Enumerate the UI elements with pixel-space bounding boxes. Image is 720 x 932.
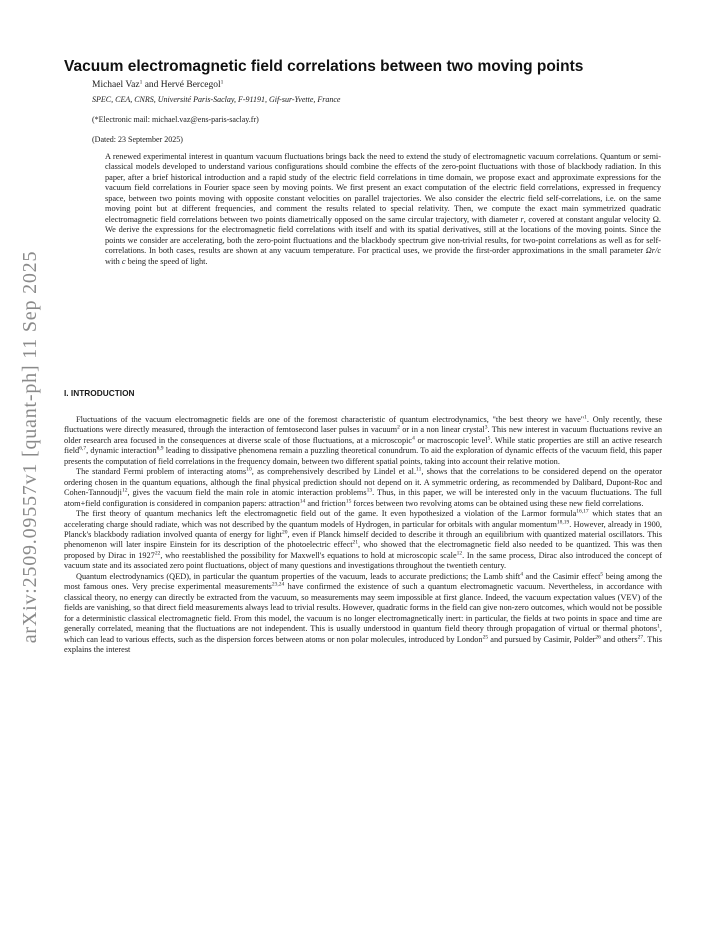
paragraph: [64, 467, 662, 509]
citation[interactable]: 12: [456, 550, 463, 557]
abstract: [105, 152, 661, 267]
citation[interactable]: 12: [121, 487, 128, 494]
text-run: . Only recently, these fluctuations were directly measured, through the interaction of femtosecond laser pulses in vacuum: [64, 415, 662, 435]
body-text: [64, 415, 662, 655]
text-run: . While static properties are still an active research field: [64, 435, 662, 456]
text-run: . In the same process, Dirac also introduced the concept of vacuum state and its associated zero point fluctuations, object of many questions and investigations throughout the twentieth century.: [64, 550, 662, 571]
text-run: , even if Planck himself decided to describe it through an equilibrium with quantized material oscillators. This phenomenon will later inspire Einstein for its description of the photoelectric effect: [64, 529, 662, 550]
text-run: , gives the vacuum field the main role in atomic interaction problems: [127, 488, 367, 498]
citation[interactable]: 26: [595, 634, 601, 641]
author-list: [92, 80, 223, 90]
citation[interactable]: 5: [600, 571, 604, 578]
contact-email: (*Electronic mail: michael.vaz@ens-paris-saclay.fr): [92, 115, 259, 124]
affiliation: SPEC, CEA, CNRS, Université Paris-Saclay, F-91191, Gif-sur-Yvette, France: [92, 95, 341, 104]
author-separator: and: [142, 80, 161, 90]
citation[interactable]: 25: [482, 634, 489, 641]
text-run: forces between two revolving atoms can be obtained using these new field correlations.: [351, 498, 644, 508]
paragraph: [64, 509, 662, 572]
affiliation-marker: 1: [220, 79, 224, 86]
citation[interactable]: 1: [584, 414, 587, 421]
text-run: Quantum electrodynamics (QED), in particular the quantum properties of the vacuum, leads to accurate predictions; the Lamb shift: [76, 571, 521, 581]
text-run: , as comprehensively described by Lindel et al.: [251, 467, 417, 477]
text-run: , who showed that the electromagnetic field also needed to be quantized. This was then proposed by Dirac in 1927: [64, 540, 662, 560]
abstract-text: A renewed experimental interest in quantum vacuum fluctuations brings back the need to extend the study of electromagnetic vacuum correlations. Quantum or semi-classical models developed to understand various configurations should combine the effects of the zero-point fluctuations with those of blackbody radiation. In this paper, after a brief historical introduction and a rapid study of the electric field correlations in time domain, we propose exact and approximate expressions for the vacuum field correlations in Fourier space seen by moving points. We first present an exact computation of the electric field correlations, expressed in frequency space, between two points moving with opposite constant velocities on parallel trajectories. We also consider the electric field self-correlations, i.e. on the same moving point but at different frequencies, and comment the results related to special relativity. Then, we compute the exact main symmetrized quadratic electromagnetic field correlations between two points diametrically opposed on the same circular trajectory, with diameter: [105, 152, 661, 224]
citation[interactable]: 21: [352, 539, 359, 546]
text-run: The first theory of quantum mechanics left the electromagnetic field out of the game. It even hypothesized a violation of the Larmor formula: [76, 509, 577, 519]
text-run: Fluctuations of the vacuum electromagnetic fields are one of the foremost characteristic of quantum electrodynamics, "the best theory we have": [76, 415, 585, 424]
author-name: Hervé Bercegol: [160, 80, 221, 90]
citation[interactable]: 15: [345, 498, 352, 505]
citation[interactable]: 20: [281, 529, 288, 536]
citation[interactable]: 10: [246, 466, 252, 473]
section-heading: I. INTRODUCTION: [64, 388, 135, 398]
citation[interactable]: 27: [637, 634, 644, 641]
paper-title: Vacuum electromagnetic field correlations between two moving points: [64, 58, 584, 75]
text-run: . This explains the interest: [64, 634, 663, 654]
text-run: . Thus, in this paper, we will be interested only in the vacuum fluctuations. The full atom+field configuration is considered in companion papers: attraction: [64, 488, 662, 508]
citation[interactable]: 13: [366, 487, 373, 494]
text-run: The standard Fermi problem of interacting atoms: [76, 467, 247, 477]
citation[interactable]: 4: [520, 571, 523, 578]
text-run: have confirmed the existence of such a quantum electromagnetic vacuum. Nevertheless, in accordance with classical theory, no energy can directly be extracted from the vacuum, so measurements may seem impossible at first glance. Indeed, the vacuum expectation values (VEV) of the fields are vanishing, so that direct field measurements always lead to trivial results. However, quadratic forms in the field can give non-zero outcomes, which would not be possible for a deterministic classical electromagnetic field. From this model, the vacuum is no longer electromagnetically inert: in particular, the fields at two points in space and time are generally correlated, meaning that the fluctuations are not independent. This is usually understood in quantum field theory through propagation of virtual or thermal photons: [64, 582, 662, 634]
paragraph: [64, 415, 662, 467]
text-run: . This new interest in vacuum fluctuations revive an older research area focused in the consequences at diverse scale of those fluctuations, at a microscopic: [64, 425, 662, 445]
paragraph: [64, 572, 662, 656]
affiliation-marker: 1: [139, 79, 143, 86]
citation[interactable]: 23,24: [271, 581, 285, 588]
citation[interactable]: 18,19: [556, 519, 570, 526]
author-name: Michael Vaz: [92, 80, 140, 90]
text-run: or macroscopic level: [414, 435, 488, 445]
arxiv-sidebar: [0, 0, 62, 932]
citation[interactable]: 8,9: [156, 445, 164, 452]
text-run: . However, already in 1900, Planck's blackbody radiation involved quanta of energy for light: [64, 519, 662, 539]
text-run: or in a non linear crystal: [399, 425, 485, 435]
citation[interactable]: 2: [397, 424, 400, 431]
text-run: and the Casimir effect: [522, 571, 601, 581]
citation[interactable]: 6,7: [79, 445, 87, 452]
date-line: (Dated: 23 September 2025): [92, 135, 183, 144]
text-run: being among the most famous ones. Very precise experimental measurements: [64, 571, 663, 592]
citation[interactable]: 14: [299, 498, 306, 505]
citation[interactable]: 5: [487, 435, 491, 442]
text-run: , who reestablished the possibility for Maxwell's equations to hold at microscopic scale: [160, 550, 457, 560]
text-run: and others: [600, 634, 638, 644]
abstract-text: , covered at constant angular velocity Ω. We derive the expressions for the electromagnetic field correlations with itself and with its spatial derivatives, still at the locations of the moving points. Since the points we consider are accelerating, both the zero-point fluctuations and the blackbody spectrum give non-trivial results, for two-point correlations as well as for self-correlations. In both cases, results are shown at any vacuum temperature. For practical uses, we provide the first-order approximations in the small parameter: [105, 214, 661, 256]
citation[interactable]: 16,17: [576, 508, 589, 515]
text-run: leading to dissipative phenomena remain a puzzling theoretical conundrum. To aid the exploration of dynamic effects of the vacuum field, this paper presents the computation of field correlations in the frequency domain, between two different spatial points, taking into account their relative motion.: [64, 446, 662, 466]
math-expression: Ωr/c: [645, 246, 661, 256]
text-run: which states that an accelerating charge should radiate, which was not described by the quantum models of Hydrogen, in particular for orbitals with angular momentum: [64, 509, 663, 529]
abstract-text: being the speed of light.: [125, 256, 208, 266]
citation[interactable]: 1: [657, 623, 660, 630]
text-run: and pursued by Casimir, Polder: [488, 634, 596, 644]
math-symbol: c: [121, 256, 126, 266]
text-run: and friction: [305, 498, 346, 508]
text-run: , which can lead to various effects, such as the dispersion forces between atoms or non polar molecules, introduced by London: [64, 624, 662, 644]
citation[interactable]: 4: [412, 435, 415, 442]
citation[interactable]: 3: [484, 424, 488, 431]
abstract-text: with: [105, 256, 122, 266]
citation[interactable]: 11: [416, 466, 422, 473]
text-run: , shows that the correlations to be considered depend on the operator ordering chosen in the quantum equations, although the final physical prediction should not depend on it. A symmetric ordering, as recommended by Dalibard, Dupont-Roc and Cohen-Tannoudji: [64, 467, 662, 498]
citation[interactable]: 22: [154, 550, 161, 557]
text-run: , dynamic interaction: [86, 446, 157, 456]
arxiv-identifier-stamp[interactable]: arXiv:2509.09557v1 [quant-ph] 11 Sep 2025: [19, 250, 41, 644]
math-symbol: r: [520, 214, 524, 224]
